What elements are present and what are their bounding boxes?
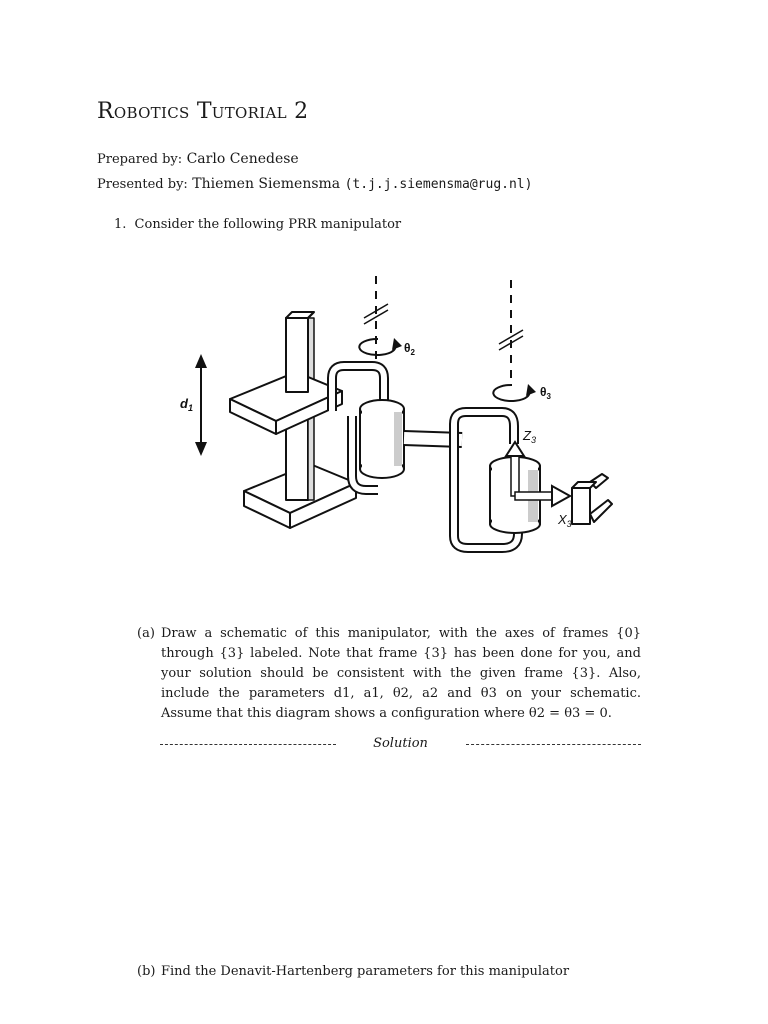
title-number: 2 — [294, 99, 309, 124]
prepared-by-label: Prepared by: — [97, 152, 183, 167]
prr-manipulator-diagram — [172, 266, 622, 568]
question-1-number: 1. — [114, 217, 127, 232]
presented-by-label: Presented by: — [97, 177, 188, 192]
label-d1: $d_1$ — [180, 396, 193, 413]
label-theta3: $\theta_3$ — [540, 385, 551, 401]
title-main: Robotics Tutorial — [97, 99, 287, 124]
question-1-text: Consider the following PRR manipulator — [134, 217, 402, 232]
solution-label: Solution — [373, 736, 428, 751]
presented-by-line — [97, 176, 532, 192]
part-a-text: Draw a schematic of this manipulator, with the axes of frames {0} through {3} labeled. Note that frame {3} has been done for you, and your solution should be consistent with the given frame {3}. Also, include the parameters d1, a1, θ2, a2 and θ3 on your schematic. Assume that this diagram shows a configuration where θ2 = θ3 = 0. — [161, 626, 641, 721]
solution-separator — [160, 736, 641, 752]
part-a-label: (a) — [137, 626, 155, 641]
solution-dash-right — [466, 744, 641, 745]
part-b-label: (b) — [137, 964, 156, 979]
part-b-text: Find the Denavit-Hartenberg parameters for this manipulator — [161, 964, 570, 979]
question-1 — [114, 217, 401, 232]
label-theta2: $\theta_2$ — [404, 341, 415, 357]
part-b — [137, 962, 643, 982]
presented-by-name: Thiemen Siemensma — [192, 176, 341, 192]
label-z3: $Z_3$ — [523, 428, 536, 445]
prepared-by-line — [97, 151, 299, 167]
presenter-email: (t.j.j.siemensma@rug.nl) — [344, 177, 533, 192]
prepared-by-name: Carlo Cenedese — [186, 151, 299, 167]
label-x3: $X_3$ — [558, 512, 572, 529]
part-a — [137, 624, 643, 724]
document-title — [97, 99, 308, 124]
